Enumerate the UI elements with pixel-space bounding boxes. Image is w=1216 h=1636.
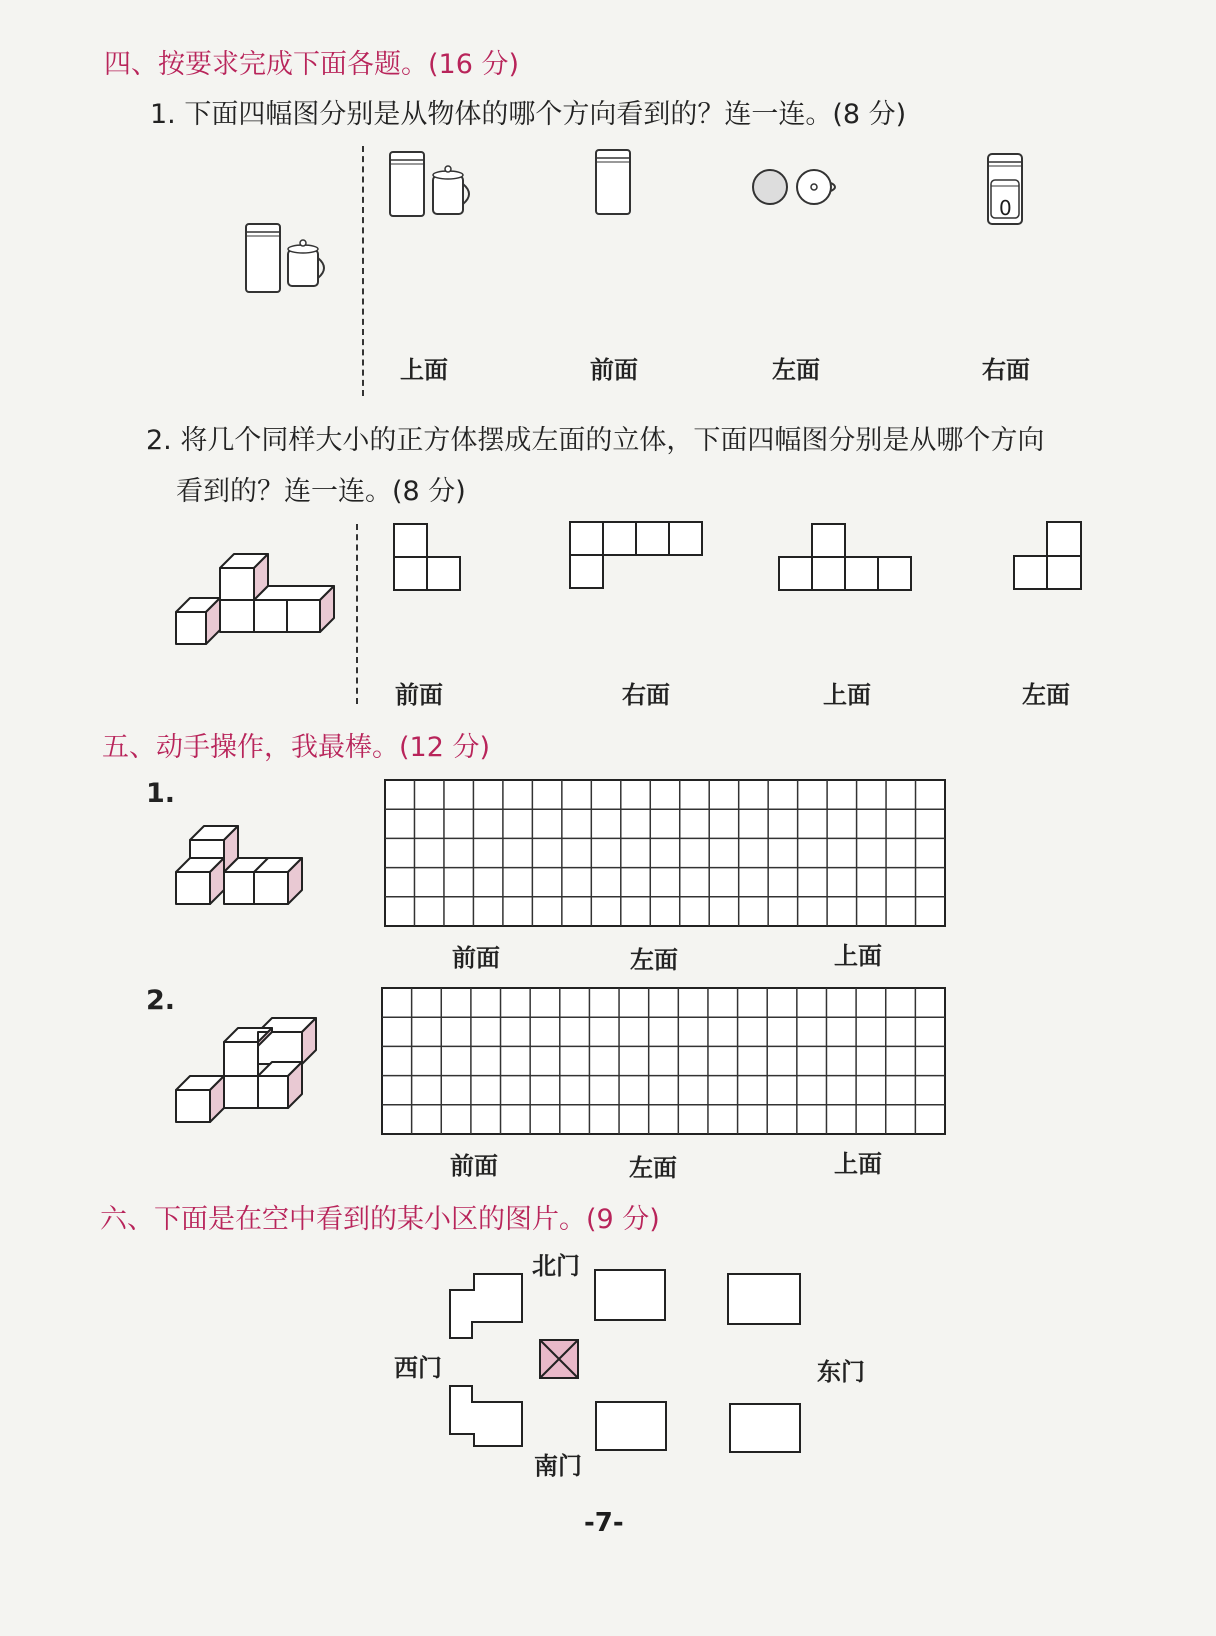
q1-label-top: 上面 [400, 355, 448, 384]
s5-q1-label-left: 左面 [630, 945, 678, 974]
s5-q2-drawing-grid[interactable] [381, 987, 946, 1135]
view-glass-and-cup [386, 148, 486, 220]
s5-q1-label-front: 前面 [452, 943, 500, 972]
q1-label-front: 前面 [590, 355, 638, 384]
section6-title: 六、下面是在空中看到的某小区的图片。(9 分) [100, 1204, 660, 1235]
grid-frame [385, 780, 945, 926]
q2-view-c [777, 522, 913, 592]
q2-prompt-line1: 2. 将几个同样大小的正方体摆成左面的立体，下面四幅图分别是从哪个方向 [146, 425, 1045, 456]
q2-view-b [568, 520, 706, 590]
q2-label-left: 左面 [1022, 680, 1070, 709]
q2-label-right: 右面 [622, 680, 670, 709]
building-top-left [450, 1274, 522, 1338]
s5-q2-cube-figure [174, 1014, 322, 1124]
section5-title: 五、动手操作，我最棒。(12 分) [102, 732, 491, 763]
community-map [440, 1266, 810, 1456]
s5-q2-label-left: 左面 [629, 1153, 677, 1182]
q1-label-right: 右面 [982, 355, 1030, 384]
building-bottom-right [730, 1404, 800, 1452]
section4-title: 四、按要求完成下面各题。(16 分) [104, 49, 520, 80]
building-bottom-left [450, 1386, 522, 1446]
view-glass-only [592, 146, 638, 218]
s5-q1-drawing-grid[interactable] [384, 779, 946, 927]
building-top-middle [595, 1270, 665, 1320]
gate-west-label: 西门 [394, 1353, 442, 1382]
view-two-circles [750, 166, 846, 210]
q2-view-d [1012, 520, 1084, 592]
building-top-right [728, 1274, 800, 1324]
q2-prompt-line2: 看到的？连一连。(8 分) [176, 476, 466, 507]
cup-handle-digit: 0 [999, 196, 1012, 220]
q2-cube-figure [174, 550, 340, 650]
q1-prompt: 1. 下面四幅图分别是从物体的哪个方向看到的？连一连。(8 分) [150, 99, 907, 130]
q1-divider [362, 146, 364, 396]
q1-label-left: 左面 [772, 355, 820, 384]
s5-q2-label-front: 前面 [450, 1151, 498, 1180]
gate-north-label: 北门 [532, 1251, 580, 1280]
page-number: -7- [584, 1508, 624, 1538]
s5-q2-label-top: 上面 [834, 1149, 882, 1178]
q2-view-a [392, 522, 462, 592]
gate-east-label: 东门 [817, 1357, 865, 1386]
q2-divider [356, 524, 358, 704]
gate-south-label: 南门 [534, 1451, 582, 1480]
s5-q1-number: 1. [146, 778, 176, 809]
s5-q1-label-top: 上面 [834, 941, 882, 970]
center-pavilion-icon [540, 1340, 578, 1378]
glass-and-cup-figure [240, 218, 340, 298]
q2-label-front: 前面 [395, 680, 443, 709]
q2-label-top: 上面 [823, 680, 871, 709]
s5-q1-cube-figure [174, 822, 308, 922]
building-bottom-middle [596, 1402, 666, 1450]
s5-q2-number: 2. [146, 985, 176, 1016]
grid-frame [382, 988, 945, 1134]
